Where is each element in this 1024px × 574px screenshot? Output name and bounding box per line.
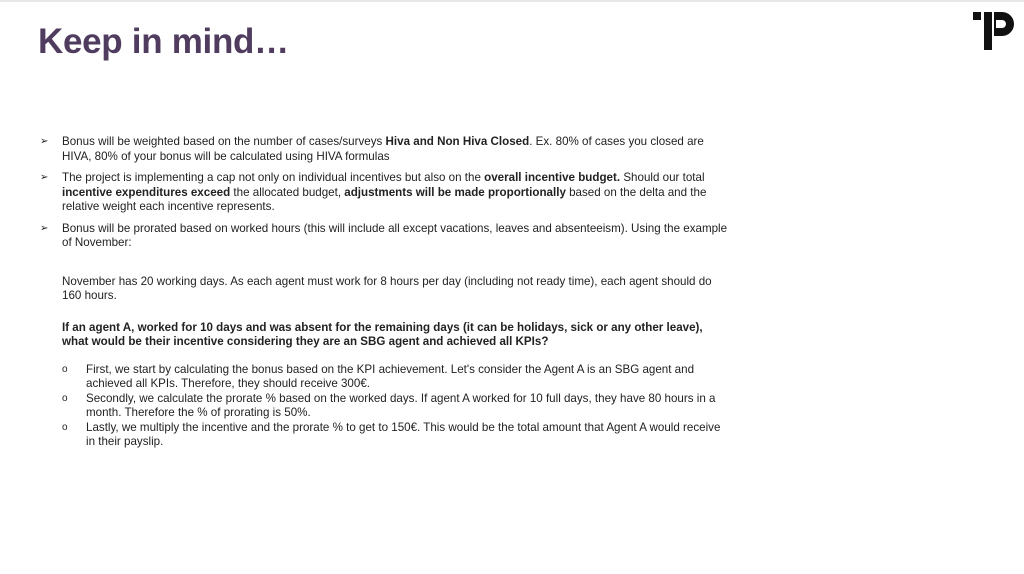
- circle-bullet-icon: o: [62, 421, 68, 433]
- arrow-bullet-icon: ➢: [40, 172, 49, 183]
- step-text: First, we start by calculating the bonus based on the KPI achievement. Let's consider the Agent A is an SBG agent and achieved all KPIs. Therefore, they should receive 300€.: [86, 362, 695, 390]
- slide-title: Keep in mind…: [38, 22, 289, 61]
- top-border: [0, 0, 1024, 2]
- circle-bullet-icon: o: [62, 392, 68, 404]
- bullet-bold-text: Hiva and Non Hiva Closed: [385, 135, 530, 148]
- bullet-text: based on the delta and the relative weight each incentive represents.: [62, 185, 707, 213]
- arrow-bullet-icon: ➢: [40, 136, 49, 147]
- bullet-bold-text: overall incentive budget.: [484, 171, 621, 184]
- company-logo-icon: [972, 6, 1018, 52]
- bullet-item: [40, 171, 730, 215]
- step-text: Secondly, we calculate the prorate % based on the worked days. If agent A worked for 10 full days, they have 80 hours in a month. Therefore the % of prorating is 50%.: [86, 391, 716, 419]
- step-item: [62, 363, 730, 392]
- example-question: If an agent A, worked for 10 days and was absent for the remaining days (it can be holidays, sick or any other leave), what would be their incentive considering they are an SBG agent and achieved all KPIs?: [62, 320, 703, 348]
- bullet-text: The project is implementing a cap not only on individual incentives but also on the: [62, 171, 485, 184]
- bullet-text: the allocated budget,: [230, 185, 345, 199]
- example-paragraph: November has 20 working days. As each agent must work for 8 hours per day (including not ready time), each agent should do 160 hours.: [62, 274, 712, 302]
- steps-list: [40, 363, 730, 450]
- step-item: [62, 392, 730, 421]
- bullet-item: [40, 222, 730, 251]
- bullet-item: [40, 135, 730, 164]
- arrow-bullet-icon: ➢: [40, 222, 49, 234]
- bullet-bold-text: incentive expenditures exceed: [62, 185, 231, 199]
- bullet-text: . Ex. 80% of cases you closed are HIVA, 80% of your bonus will be calculated using HIVA formulas: [62, 135, 704, 163]
- circle-bullet-icon: o: [62, 363, 68, 375]
- step-text: Lastly, we multiply the incentive and the prorate % to get to 150€. This would be the total amount that Agent A would receive in their payslip.: [86, 420, 721, 448]
- bullet-text: Bonus will be weighted based on the number of cases/surveys: [62, 135, 386, 148]
- slide-content: [40, 135, 730, 450]
- bullet-bold-text: adjustments will be made proportionally: [344, 185, 566, 199]
- bullet-text: Bonus will be prorated based on worked hours (this will include all except vacations, leaves and absenteeism). Using the example of November:: [62, 221, 728, 249]
- step-item: [62, 421, 730, 450]
- bullet-text: Should our total: [620, 171, 705, 184]
